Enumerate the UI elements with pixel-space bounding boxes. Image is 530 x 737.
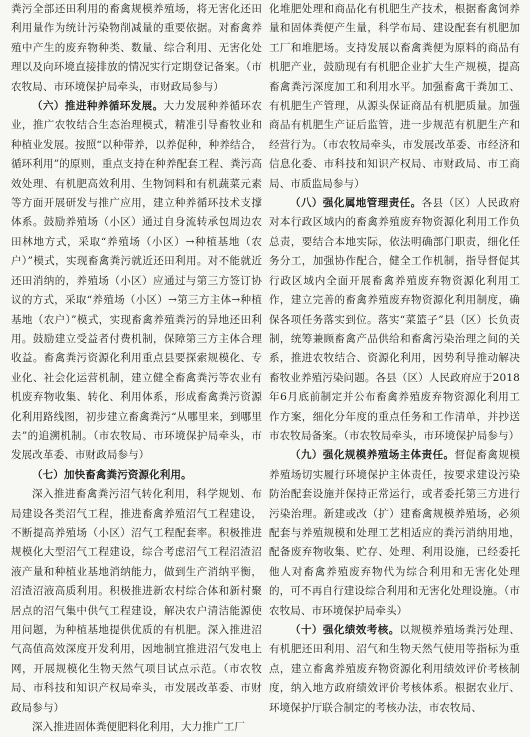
continued-paragraph: [269, 0, 520, 194]
continued-paragraph: [11, 0, 262, 97]
paragraph: [269, 194, 520, 446]
two-column-body: [11, 0, 521, 734]
section-heading: （十）强化绩效考核。: [290, 624, 400, 636]
left-column: [11, 0, 262, 734]
paragraph-text: 督促畜禽规模养殖场切实履行环境保护主体责任，按要求建设污染防治配套设施并保持正常运行，或者委托第三方进行污染治理。新建或改（扩）建畜禽规模养殖场，必须配套与养殖规模和处理工艺相适应的粪污消纳用地，配备废弃物收集、贮存、处理、利用设施，已经委托他人对畜禽养殖废弃物代为综合利用和无害化处理的，可不再自行建设综合利用和无害化处理设施。（市农牧局、市环境保护局牵头）: [269, 449, 521, 617]
section-heading: （八）强化属地管理责任。: [290, 197, 422, 210]
paragraph-text: 深入推进畜禽粪污沼气转化利用，科学规划、布局建设各类沼气工程，推进畜禽养殖沼气工程建设，不断提高养殖场（小区）沼气工程配套率。积极推进规模化大型沼气工程建设，综合考虑沼气工程沼渣沼液产量和种植业基地消纳能力，做到生产消纳平衡，沼渣沼液高质利用。积极推进新农村综合体和新村聚居点的沼气集中供气工程建设，解决农户清洁能源使用问题，为种植基地提供优质的有机肥。深入推进沼气高值高效深度开发利用，因地制宜推进沼气发电上网，开展规模化生物天然气项目试点示范。（市农牧局、市科技和知识产权局牵头，市发展改革委、市财政局参与）: [11, 488, 262, 714]
section-heading: （六）推进种养循环发展。: [32, 100, 164, 113]
paragraph: [269, 621, 520, 718]
right-column: [269, 0, 521, 714]
paragraph-text: 深入推进固体粪便肥料化利用，大力推广工厂: [32, 721, 245, 734]
paragraph-text: 化堆肥处理和商品化有机肥生产技术，根据畜禽饲养量和固体粪便产生量，科学布局、建设配套有机肥加工厂和堆肥场。支持发展以畜禽粪便为原料的商品有机肥产业，鼓励现有有机肥企业扩大生产规模，提高畜禽粪污深度加工和利用水平。加强畜禽干粪加工、有机肥生产管理，从源头保证商品有机肥质量。加强商品有机肥生产证后监管，进一步规范有机肥生产和经营行为。（市农牧局牵头，市发展改革委、市经济和信息化委、市科技和知识产权局、市财政局、市工商局、市质监局参与）: [269, 3, 520, 190]
paragraph: [269, 446, 520, 621]
paragraph: [11, 718, 262, 737]
paragraph: [11, 466, 262, 485]
section-heading: （九）强化规模养殖场主体责任。: [290, 449, 455, 462]
paragraph-text: 各县（区）人民政府对本行政区域内的畜禽养殖废弃物资源化利用工作负总责，要结合本地实际，依法明确部门职责，细化任务分工，加强协作配合，健全工作机制，指导督促其行政区域内全面开展畜禽养殖废弃物资源化利用工作，建立完善的畜禽养殖废弃物资源化利用制度，确保各项任务落实到位。落实“菜篮子”县（区）长负责制，统筹兼顾畜禽产品供给和畜禽污染治理之间的关系，推进农牧结合、资源化利用，因势利导推动解决畜牧业养殖污染问题。各县（区）人民政府应于2018年6月底前制定并公布畜禽养殖废弃物资源化利用工作方案，细化分年度的重点任务和工作清单，并抄送市农牧局备案。（市农牧局牵头，市环境保护局参与）: [269, 197, 520, 442]
paragraph: [11, 97, 262, 466]
section-heading: （七）加快畜禽粪污资源化利用。: [32, 468, 192, 481]
paragraph-text: 大力发展种养循环农业，推广农牧结合生态治理模式，精准引导畜牧业和种植业发展。按照“以种带养，以养促种，种养结合，循环利用”的原则，重点支持在种养配套工程、粪污高效处理、有机肥高效利用、生物饲料和有机蔬菜元素等方面开展研发与推广应用，建立种养循环技术支撑体系。鼓励养殖场（小区）通过自身流转承包周边农田林地方式，采取“养殖场（小区）→种植基地（农户）”模式，实现畜禽粪污就近还田利用。对不能就近还田消纳的，养殖场（小区）应通过与第三方签订协议的方式，采取“养殖场（小区）→第三方主体→种植基地（农户）”模式，实现畜禽养殖粪污的异地还田利用。鼓励建立受益者付费机制，保障第三方主体合理收益。畜禽粪污资源化利用重点县要探索规模化、专业化、社会化运营机制，建立健全畜禽粪污等农业有机废弃物收集、转化、利用体系，形成畜禽粪污资源化利用路线图，初步建立畜禽粪污“从哪里来，到哪里去”的追溯机制。（市农牧局、市环境保护局牵头，市发展改革委、市财政局参与）: [11, 100, 262, 462]
paragraph-text: 粪污全部还田利用的畜禽规模养殖场，将无害化还田利用量作为统计污染物削减量的重要依据。对畜禽养殖中产生的废弃物种类、数量、综合利用、无害化处理以及向环境直接排放的情况实行定期登记备案。（市农牧局、市环境保护局牵头，市财政局参与）: [11, 3, 262, 93]
paragraph: [11, 485, 262, 718]
paragraph-text: 以规模养殖场粪污处理、有机肥还田利用、沼气和生物天然气使用等指标为重点，建立畜禽养殖废弃物资源化利用绩效评价考核制度，纳入地方政府绩效评价考核体系。根据农业厅、环境保护厅联合制定的考核办法，市农牧局、: [269, 624, 520, 714]
